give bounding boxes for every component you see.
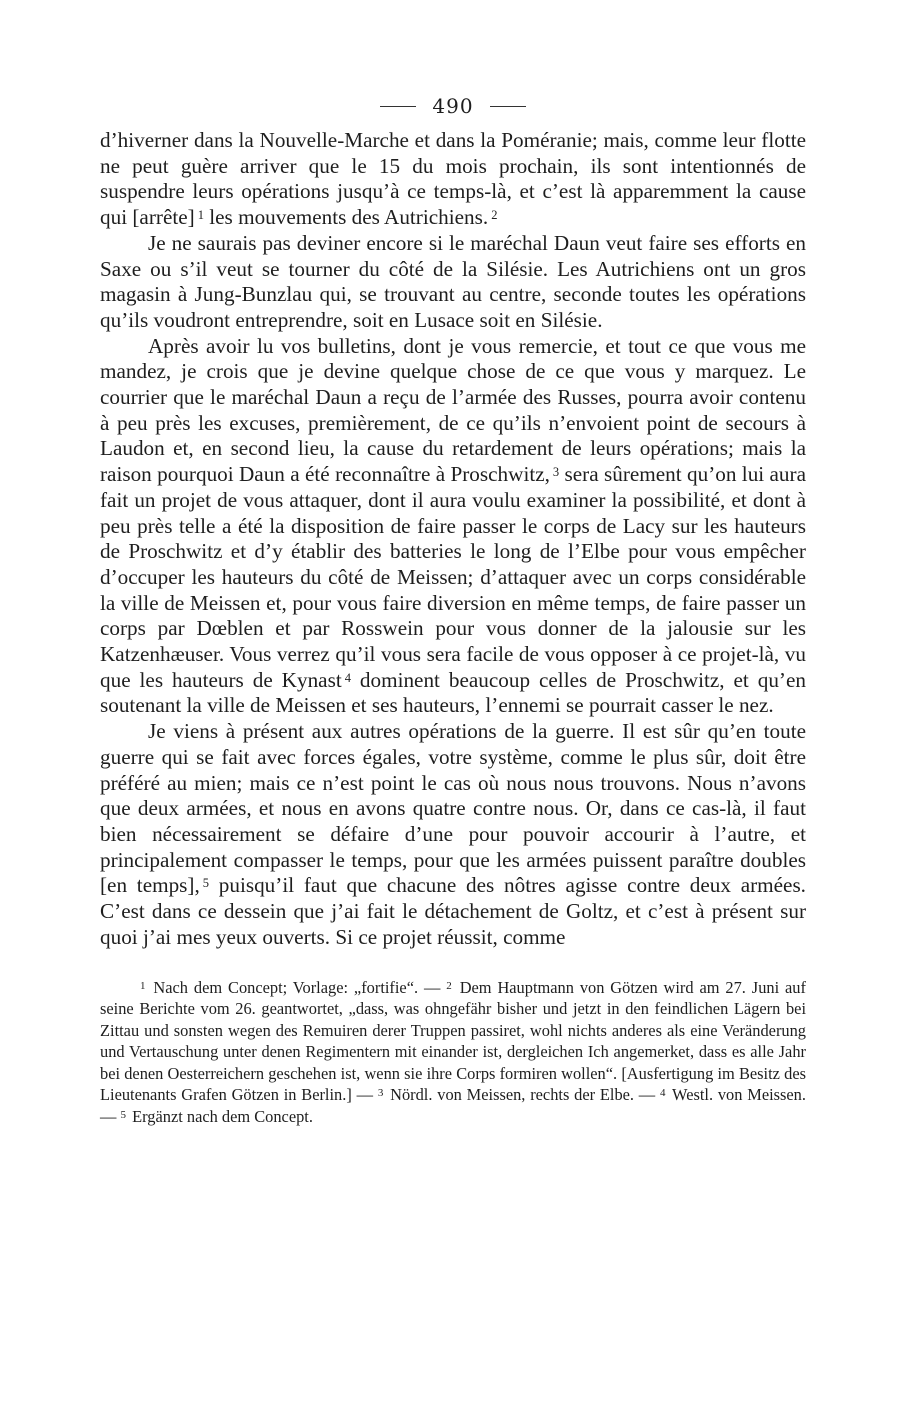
footnote-ref-5: 5	[202, 876, 210, 891]
paragraph-4	[100, 719, 806, 950]
footnote-block	[100, 977, 806, 1128]
footnote-ref-1: 1	[197, 208, 204, 223]
footnote-2-text: Dem Hauptmann von Götzen wird am 27. Juni auf seine Berichte vom 26. geantwortet, „dass, was ohngefähr bisher und jetzt in den feindlichen Lägern bei Zittau und sonsten wegen des Remuiren derer Truppen passiret, wohl nichts anderes als eine Veränderung und Vertauschung unter denen Regimentern mit einander ist, dergleichen Ich angemerket, dass es alle Jahr bei denen Oesterreichern geschehen ist, wenn sie ihre Corps formiren wollen“. [Ausfertigung im Besitz des Lieutenants Grafen Götzen in Berlin.] —	[100, 977, 806, 1105]
paragraph-text: d’hiverner dans la Nouvelle-Marche et dans la Poméranie; mais, comme leur flotte ne peut guère arriver que le 15 du mois prochain, ils sont intentionnés de suspendre leurs opérations jusqu’à ce temps-là, et c’est là apparemment la cause qui [arrête]	[100, 128, 806, 230]
footnote-ref-4: 4	[344, 670, 351, 685]
paragraph-2	[100, 231, 806, 334]
paragraph-text: Je ne saurais pas deviner encore si le maréchal Daun veut faire ses efforts en Saxe ou s’il veut se tourner du côté de la Silésie. Les Autrichiens ont un gros magasin à Jung-Bunzlau qui, se trouvant au centre, seconde toutes les opérations qu’ils voudront entreprendre, soit en Lusace soit en Silésie.	[100, 230, 806, 332]
footnote-1-text: Nach dem Concept; Vorlage: „fortifie“. —	[153, 977, 441, 997]
footnote-ref-3: 3	[552, 465, 560, 480]
paragraph-text: dominent beaucoup celles de Proschwitz, et qu’en soutenant la ville de Meissen et ses hauteurs, l’ennemi se pourrait casser le nez.	[100, 667, 806, 718]
paragraph-text: sera sûrement qu’on lui aura fait un projet de vous attaquer, dont il aura voulu examiner la possibilité, et dont à peu près telle a été la disposition de faire passer le corps de Lacy sur les hauteurs de Proschwitz et d’y établir des batteries le long de l’Elbe pour vous empêcher d’occuper les hauteurs du côté de Meissen; d’attaquer avec un corps considérable la ville de Meissen et, pour vous faire diversion en même temps, de faire passer un corps par Dœblen et par Rosswein pour vous donner de la jalousie sur les Katzenhæuser. Vous verrez qu’il vous sera facile de vous opposer à ce projet-là, vu que les hauteurs de Kynast	[100, 462, 806, 692]
footnote-mark-1: 1	[140, 979, 146, 992]
header-rule-right	[490, 106, 526, 107]
footnote-5-text: Ergänzt nach dem Concept.	[132, 1107, 313, 1127]
footnote-mark-2: 2	[446, 979, 452, 992]
footnote-mark-4: 4	[660, 1087, 666, 1100]
page-header	[100, 88, 806, 124]
paragraph-text: Après avoir lu vos bulletins, dont je vous remercie, et tout ce que vous me mandez, je crois que je devine quelque chose de ce que vous y marquez. Le courrier que le maréchal Daun a reçu de l’armée des Russes, pourra avoir contenu à peu près les excuses, premièrement, de ce qu’ils n’envoient point de secours à Laudon et, en second lieu, la cause du retardement de leurs opérations; mais la raison pourquoi Daun a été reconnaître à Proschwitz,	[100, 333, 806, 487]
body-text	[100, 128, 806, 951]
footnotes	[100, 977, 806, 1128]
footnote-4-text: Westl. von Meissen. —	[100, 1085, 806, 1127]
header-rule-left	[380, 106, 416, 107]
footnote-ref-2: 2	[491, 208, 498, 223]
paragraph-text: Je viens à présent aux autres opérations de la guerre. Il est sûr qu’en toute guerre qui se fait avec forces égales, votre système, comme le plus sûr, doit être préféré au mien; mais ce n’est point le cas où nous nous trouvons. Nous n’avons que deux armées, et nous en avons quatre contre nous. Or, dans ce cas-là, il faut bien nécessairement se défaire d’une pour pouvoir accourir à l’autre, et principalement compasser le temps, pour que les armées puissent paraître doubles [en temps],	[100, 719, 806, 898]
footnote-mark-3: 3	[377, 1087, 384, 1100]
paragraph-text: puisqu’il faut que chacune des nôtres agisse contre deux armées. C’est dans ce dessein que j’ai fait le détachement de Goltz, et c’est à présent sur quoi j’ai mes yeux ouverts. Si ce projet réussit, comme	[100, 873, 806, 949]
page-number: 490	[432, 94, 474, 118]
paragraph-text: les mouvements des Autrichiens.	[203, 205, 489, 230]
footnote-3-text: Nördl. von Meissen, rechts der Elbe. —	[390, 1085, 656, 1105]
paragraph-3	[100, 334, 806, 720]
paragraph-1	[100, 128, 806, 231]
footnote-mark-5: 5	[120, 1109, 126, 1122]
